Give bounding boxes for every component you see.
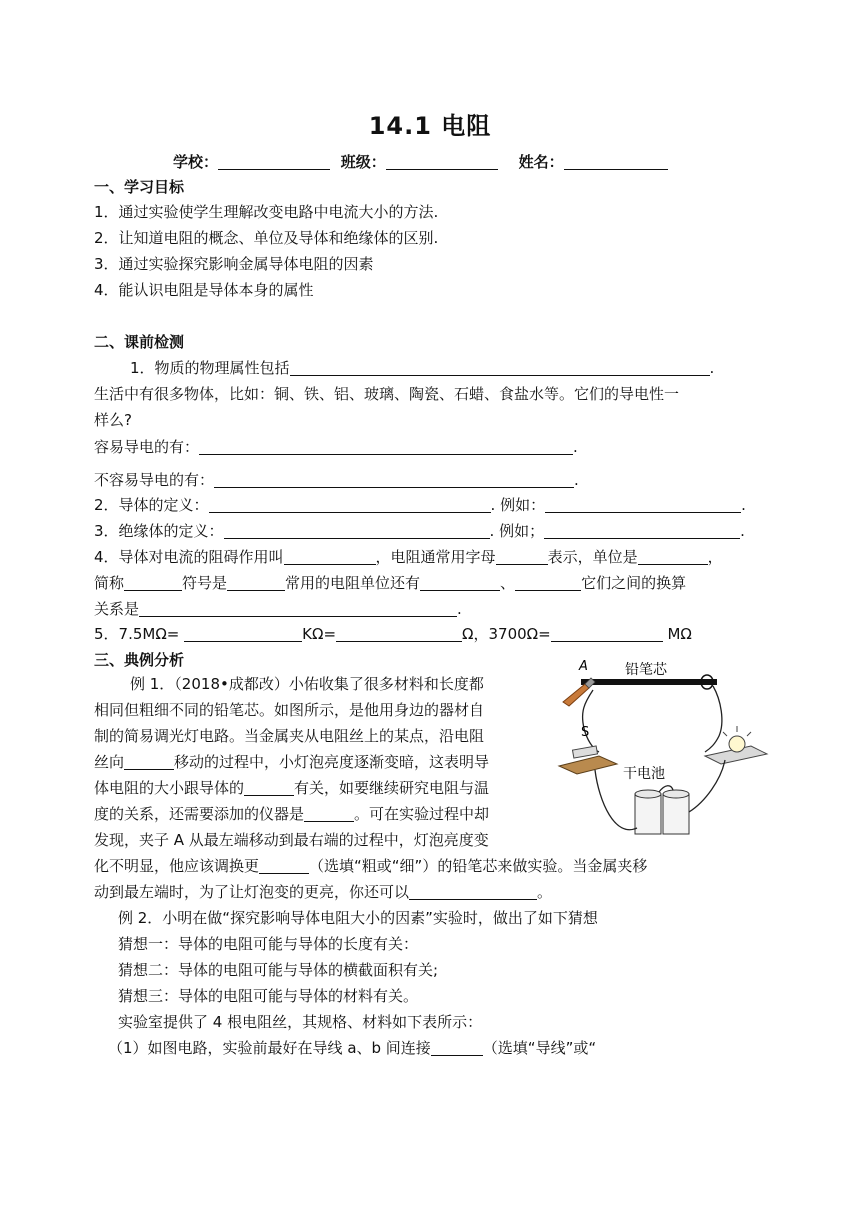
example-1-text: 发现，夹子 A 从最左端移动到最右端的过程中，灯泡亮度变 xyxy=(94,831,489,849)
answer-blank[interactable] xyxy=(124,753,174,770)
answer-blank[interactable] xyxy=(214,471,574,488)
question-text: 符号是 xyxy=(182,574,228,592)
question-text: 表示，单位是 xyxy=(547,548,638,566)
answer-blank[interactable] xyxy=(420,574,500,591)
answer-blank[interactable] xyxy=(638,548,708,565)
label-pencil-core: 铅笔芯 xyxy=(625,662,667,678)
section-heading-goals: 一、学习目标 xyxy=(94,178,185,196)
answer-blank[interactable] xyxy=(199,438,573,455)
label-battery: 干电池 xyxy=(623,766,665,782)
question-text: 、 xyxy=(500,574,516,592)
answer-blank[interactable] xyxy=(209,496,491,513)
question-text: 动到最左端时，为了让灯泡变的更亮，你还可以 xyxy=(94,883,410,901)
student-info-row xyxy=(173,151,668,173)
example-1-line-6 xyxy=(94,803,489,825)
question-text: 关系是 xyxy=(94,600,140,618)
label-s: S xyxy=(581,725,590,740)
question-4-line-2 xyxy=(94,572,686,594)
battery xyxy=(663,794,689,834)
question-text: ， xyxy=(707,548,723,566)
switch-base xyxy=(559,756,617,774)
answer-blank[interactable] xyxy=(290,359,710,376)
question-text: . xyxy=(740,522,745,540)
question-text: 它们之间的换算 xyxy=(581,574,687,592)
answer-blank[interactable] xyxy=(227,574,285,591)
pencil-lead xyxy=(581,679,717,685)
question-text: 化不明显，他应该调换更 xyxy=(94,857,260,875)
answer-blank[interactable] xyxy=(124,574,182,591)
example-2-text: 例 2．小明在做“探究影响导体电阻大小的因素”实验时，做出了如下猜想 xyxy=(118,909,598,927)
answer-blank[interactable] xyxy=(244,779,294,796)
answer-blank[interactable] xyxy=(304,805,354,822)
example-1-line-8 xyxy=(94,855,647,877)
answer-blank[interactable] xyxy=(431,1039,483,1056)
switch-lever xyxy=(572,746,597,758)
wire xyxy=(705,686,722,752)
answer-blank[interactable] xyxy=(336,625,462,642)
question-text: . 例如： xyxy=(490,496,546,514)
question-text: 。可在实验过程中却 xyxy=(354,805,490,823)
question-text: 体电阻的大小跟导体的 xyxy=(94,779,245,797)
example-1-line-9 xyxy=(94,881,552,903)
question-text: 度的关系，还需要添加的仪器是 xyxy=(94,805,305,823)
goal-item: 1．通过实验使学生理解改变电路中电流大小的方法. xyxy=(94,203,439,221)
question-4-line-1 xyxy=(94,546,723,568)
example-1-text: 制的简易调光灯电路。当金属夹从电阻丝上的某点，沿电阻 xyxy=(94,727,485,745)
question-text: . xyxy=(574,471,579,489)
section-heading-pretest: 二、课前检测 xyxy=(94,333,185,351)
page-title: 14.1 电阻 xyxy=(368,112,492,140)
example-1-text: 相同但粗细不同的铅笔芯。如图所示，是他用身边的器材自 xyxy=(94,701,485,719)
question-2-line xyxy=(94,494,746,516)
question-text: 移动的过程中，小灯泡亮度逐渐变暗，这表明导 xyxy=(174,753,490,771)
question-text: 1．物质的物理属性包括 xyxy=(130,359,290,377)
example-2-text: 实验室提供了 4 根电阻丝，其规格、材料如下表所示： xyxy=(118,1013,483,1031)
question-text: 常用的电阻单位还有 xyxy=(285,574,421,592)
example-1-line-4 xyxy=(94,751,489,773)
battery xyxy=(635,794,661,834)
answer-blank[interactable] xyxy=(544,522,740,539)
question-text: 丝向 xyxy=(94,753,125,771)
question-3-line xyxy=(94,520,745,542)
question-text: （1）如图电路，实验前最好在导线 a、b 间连接 xyxy=(108,1039,431,1057)
question-text: . xyxy=(741,496,746,514)
class-blank[interactable] xyxy=(386,153,498,170)
question-text: 3．绝缘体的定义： xyxy=(94,522,224,540)
name-label: 姓名： xyxy=(518,153,564,171)
question-text: MΩ xyxy=(667,625,692,643)
answer-blank[interactable] xyxy=(184,625,302,642)
question-text: 。 xyxy=(537,883,553,901)
answer-blank[interactable] xyxy=(139,600,457,617)
question-text: 样么? xyxy=(94,411,132,429)
bulb xyxy=(729,736,745,752)
question-text: 有关，如要继续研究电阻与温 xyxy=(294,779,490,797)
question-text: 不容易导电的有： xyxy=(94,471,215,489)
question-1-line xyxy=(130,357,714,379)
hypothesis-item: 猜想二：导体的电阻可能与导体的横截面积有关; xyxy=(118,961,439,979)
question-text: 5．7.5MΩ= xyxy=(94,625,180,643)
goal-item: 3．通过实验探究影响金属导体电阻的因素 xyxy=(94,255,374,273)
answer-blank[interactable] xyxy=(259,857,309,874)
question-5-line xyxy=(94,623,692,645)
question-text: . 例如； xyxy=(489,522,545,540)
answer-blank[interactable] xyxy=(284,548,376,565)
answer-blank[interactable] xyxy=(545,496,741,513)
hypothesis-item: 猜想三：导体的电阻可能与导体的材料有关。 xyxy=(118,987,419,1005)
label-a: A xyxy=(579,659,588,674)
hard-conductor-line xyxy=(94,469,579,491)
answer-blank[interactable] xyxy=(409,883,537,900)
wire xyxy=(583,690,599,752)
question-text: Ω，3700Ω= xyxy=(462,625,551,643)
answer-blank[interactable] xyxy=(224,522,490,539)
example-1-text: 例 1．（2018•成都改）小佑收集了很多材料和长度都 xyxy=(130,675,484,693)
question-4-line-3 xyxy=(94,598,462,620)
question-text: （选填“粗或“细”）的铅笔芯来做实验。当金属夹移 xyxy=(309,857,648,875)
question-text: 简称 xyxy=(94,574,125,592)
answer-blank[interactable] xyxy=(551,625,663,642)
question-text: 容易导电的有： xyxy=(94,438,200,456)
wire xyxy=(689,760,725,812)
question-text: 2．导体的定义： xyxy=(94,496,209,514)
question-text: ，电阻通常用字母 xyxy=(375,548,496,566)
section-heading-examples: 三、典例分析 xyxy=(94,651,185,669)
circuit-figure xyxy=(555,652,777,848)
example-2-line-q1 xyxy=(108,1037,596,1059)
question-text: （选填“导线”或“ xyxy=(482,1039,597,1057)
hypothesis-item: 猜想一：导体的电阻可能与导体的长度有关： xyxy=(118,935,419,953)
question-text: 4．导体对电流的阻碍作用叫 xyxy=(94,548,284,566)
class-label: 班级： xyxy=(340,153,386,171)
answer-blank[interactable] xyxy=(515,574,581,591)
question-text: KΩ= xyxy=(302,625,337,643)
goal-item: 4．能认识电阻是导体本身的属性 xyxy=(94,281,314,299)
example-1-line-5 xyxy=(94,777,489,799)
easy-conductor-line xyxy=(94,436,578,458)
school-label: 学校： xyxy=(173,153,219,171)
question-text: . xyxy=(709,359,715,377)
name-blank[interactable] xyxy=(564,153,668,170)
question-text: . xyxy=(573,438,578,456)
school-blank[interactable] xyxy=(218,153,330,170)
question-text: . xyxy=(457,600,462,618)
question-text: 生活中有很多物体，比如：铜、铁、铝、玻璃、陶瓷、石蜡、食盐水等。它们的导电性一 xyxy=(94,385,680,403)
goal-item: 2．让知道电阻的概念、单位及导体和绝缘体的区别. xyxy=(94,229,439,247)
answer-blank[interactable] xyxy=(496,548,548,565)
